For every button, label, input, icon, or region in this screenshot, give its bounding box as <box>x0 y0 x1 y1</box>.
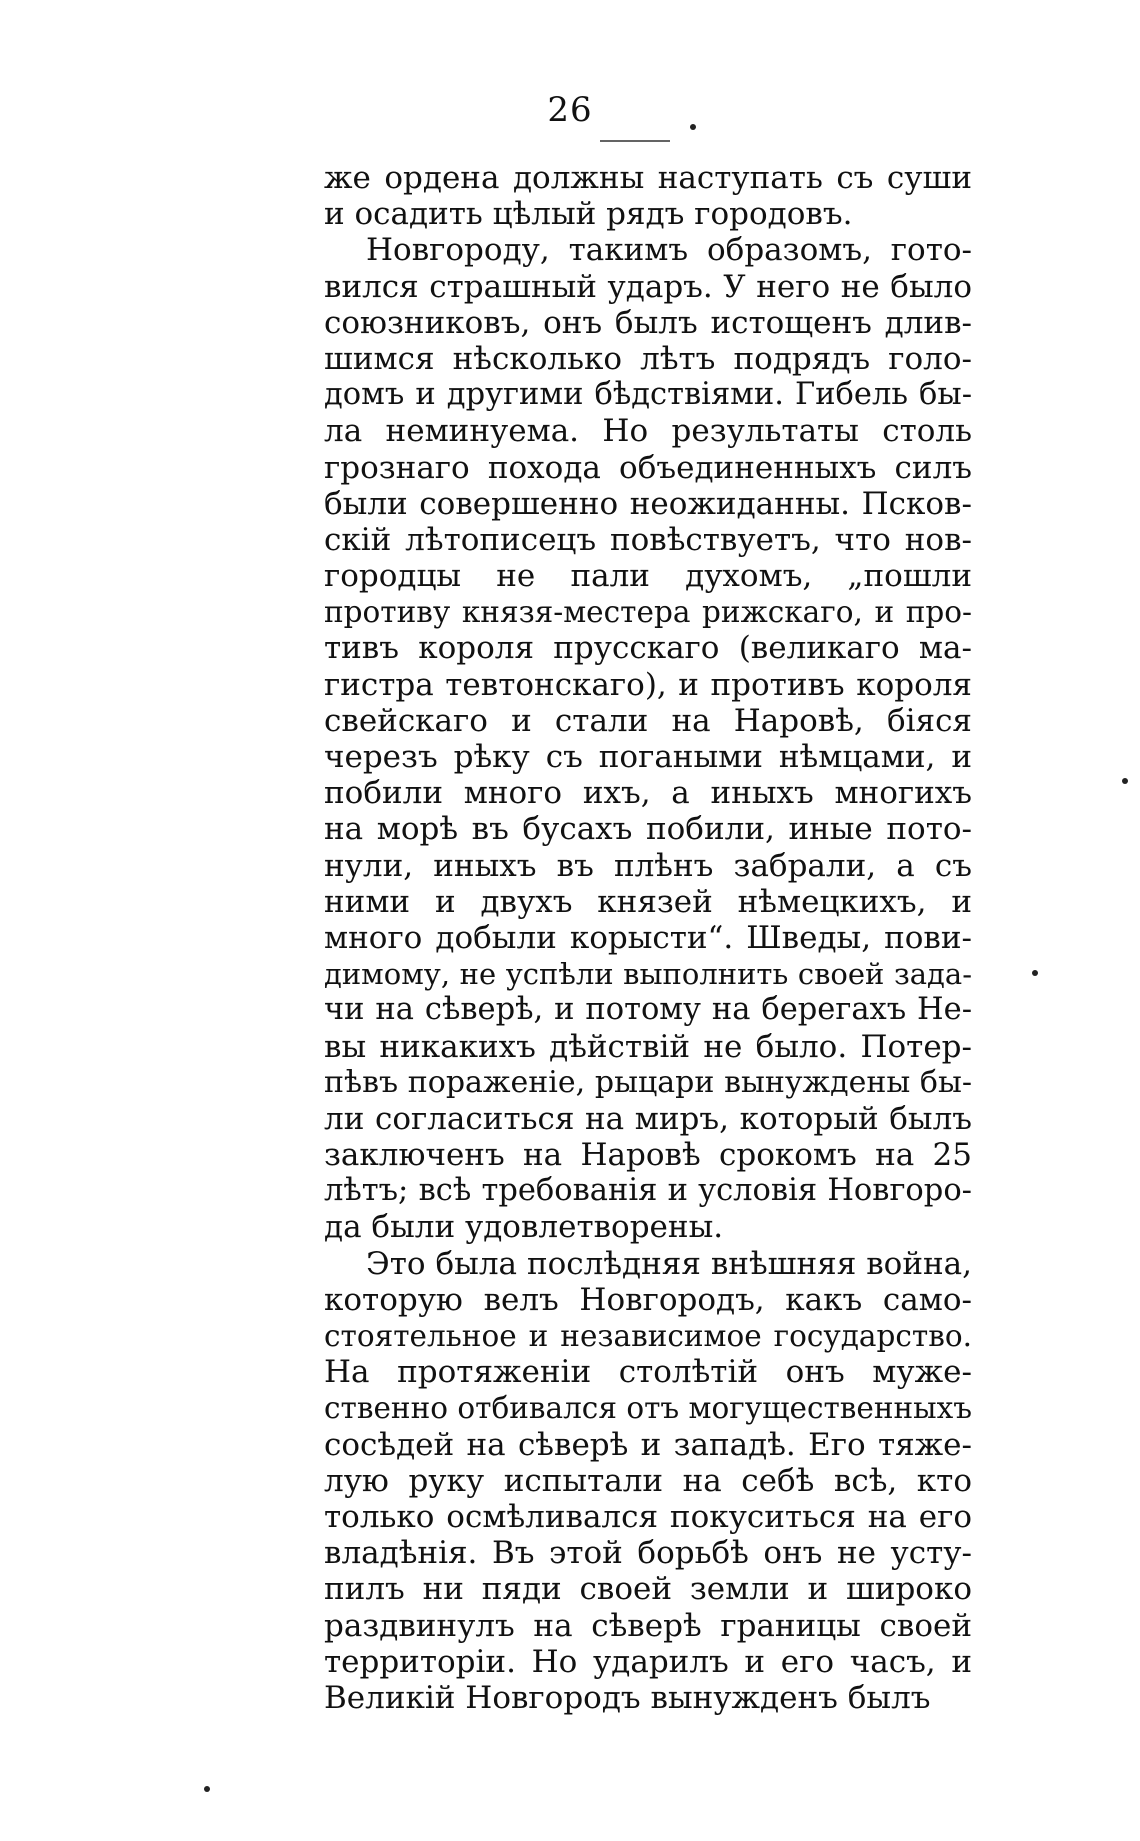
text-line: ла неминуема. Но результаты столь <box>324 413 972 450</box>
text-line: стоятельное и независимое государство. <box>324 1319 972 1353</box>
paragraph <box>324 232 972 1245</box>
paragraph <box>324 160 972 232</box>
text-line: противу князя-местера рижскаго, и про- <box>324 595 972 630</box>
text-line: раздвинулъ на сѣверѣ границы своей <box>324 1607 972 1644</box>
speck-mark <box>1122 778 1128 784</box>
text-line: свейскаго и стали на Наровѣ, біяся <box>324 702 972 739</box>
text-line: Великій Новгородъ вынужденъ былъ <box>324 1679 931 1716</box>
text-line: территоріи. Но ударилъ и его часъ, и <box>324 1643 972 1680</box>
text-line: Новгороду, такимъ образомъ, гото- <box>366 232 972 269</box>
text-line: вился страшный ударъ. У него не было <box>324 268 972 305</box>
speck-mark <box>1032 970 1038 976</box>
text-line: заключенъ на Наровѣ срокомъ на 25 <box>324 1137 972 1174</box>
page-number: 26 <box>547 90 593 130</box>
text-line: шимся нѣсколько лѣтъ подрядъ голо- <box>324 340 972 377</box>
paragraph <box>324 1246 972 1716</box>
text-line: гистра тевтонскаго), и противъ короля <box>324 666 972 703</box>
text-line: домъ и другими бѣдствіями. Гибель бы- <box>324 377 972 413</box>
speck-mark <box>204 1786 210 1792</box>
text-line: которую велъ Новгородъ, какъ само- <box>324 1281 972 1318</box>
text-line: на морѣ въ бусахъ побили, иные пото- <box>324 811 972 848</box>
text-line: и осадить цѣлый рядъ городовъ. <box>324 196 853 233</box>
text-line: На протяженіи столѣтій онъ муже- <box>324 1354 972 1391</box>
text-line: были совершенно неожиданны. Псков- <box>324 485 972 522</box>
text-line: союзниковъ, онъ былъ истощенъ длив- <box>324 304 972 341</box>
speck-mark <box>690 124 696 130</box>
text-line: ственно отбивался отъ могущественныхъ <box>324 1391 973 1426</box>
page-number-underline <box>600 140 670 142</box>
text-line: пилъ ни пяди своей земли и широко <box>324 1571 972 1608</box>
text-line: сосѣдей на сѣверѣ и западѣ. Его тяже- <box>324 1426 972 1463</box>
text-line: Это была послѣдняя внѣшняя война, <box>366 1245 972 1282</box>
text-line: лую руку испытали на себѣ всѣ, кто <box>324 1462 972 1499</box>
text-line: побили много ихъ, а иныхъ многихъ <box>324 775 972 812</box>
text-line: ли согласиться на миръ, который былъ <box>324 1100 972 1137</box>
text-line: много добыли корысти“. Шведы, пови- <box>324 919 972 956</box>
text-line: городцы не пали духомъ, „пошли <box>324 558 972 595</box>
text-line: вы никакихъ дѣйствій не было. Потер- <box>324 1028 972 1065</box>
text-line: нули, иныхъ въ плѣнъ забрали, а съ <box>324 847 972 884</box>
body-text <box>324 160 972 1716</box>
text-line: димому, не успѣли выполнить своей зада- <box>324 957 972 992</box>
text-line: тивъ короля прусскаго (великаго ма- <box>324 630 972 667</box>
text-line: только осмѣливался покуситься на его <box>324 1498 972 1535</box>
text-line: ними и двухъ князей нѣмецкихъ, и <box>324 883 972 920</box>
text-line: пѣвъ пораженіе, рыцари вынуждены бы- <box>324 1064 972 1100</box>
text-line: черезъ рѣку съ погаными нѣмцами, и <box>324 739 972 775</box>
text-line: же ордена должны наступать съ суши <box>324 160 972 196</box>
text-line: владѣнія. Въ этой борьбѣ онъ не усту- <box>324 1535 972 1572</box>
text-line: да были удовлетворены. <box>324 1209 724 1246</box>
text-line: лѣтъ; всѣ требованія и условія Новгоро- <box>324 1173 972 1209</box>
text-line: скій лѣтописецъ повѣствуетъ, что нов- <box>324 521 972 558</box>
text-line: грознаго похода объединенныхъ силъ <box>324 449 972 486</box>
text-line: чи на сѣверѣ, и потому на берегахъ Не- <box>324 992 972 1028</box>
